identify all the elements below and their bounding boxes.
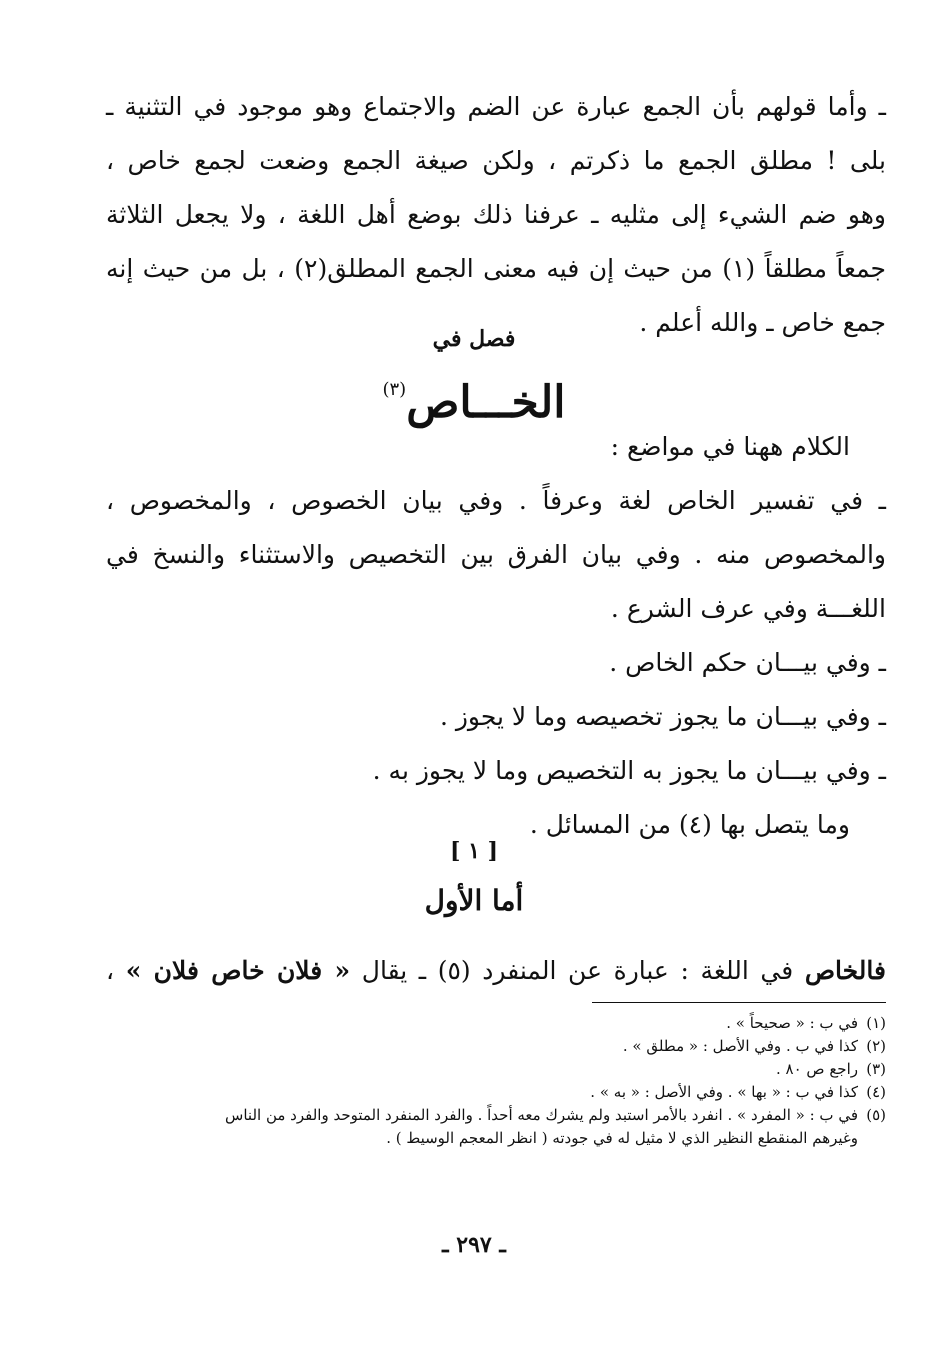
text-line: والمخصوص منه . وفي بيان الفرق بين التخصيص والاستثناء والنسخ في <box>106 540 886 569</box>
chapter-title-text: الخـــاص <box>406 377 566 428</box>
footnote <box>106 1081 886 1104</box>
text-line: بلى ! مطلق الجمع ما ذكرتم ، ولكن صيغة الجمع وضعت لجمع خاص ، <box>106 146 886 175</box>
text-line: ـ وأما قولهم بأن الجمع عبارة عن الضم والاجتماع وهو موجود في التثنية ـ <box>106 92 886 121</box>
section-number: [ ١ ] <box>450 838 498 864</box>
text-line: وهو ضم الشيء إلى مثليه ـ عرفنا ذلك بوضع أهل اللغة ، ولا يجعل الثلاثة <box>106 200 886 229</box>
footnote-divider <box>592 1002 886 1003</box>
footnote-text: في ب : « المفرد » . انفرد بالأمر استبد ولم يشرك معه أحداً . والفرد المنفرد المتوحد والفرد من الناس <box>225 1106 858 1124</box>
footnote-text: كذا في ب : « بها » . وفي الأصل : « به » . <box>590 1083 858 1101</box>
footnote-number: (٥) <box>866 1106 886 1124</box>
text-line: جمع خاص ـ والله أعلم . <box>639 308 886 337</box>
page-number: ـ ٢٩٧ ـ <box>442 1232 506 1258</box>
section-title: أما الأول <box>424 884 524 917</box>
footnote-number: (٢) <box>866 1037 886 1055</box>
chapter-footnote-ref: (٣) <box>382 379 407 400</box>
intro-paragraph <box>106 80 886 350</box>
definition-text: في اللغة : عبارة عن المنفرد (٥) ـ يقال <box>350 956 805 985</box>
footnotes <box>106 1012 886 1150</box>
footnote-text: كذا في ب . وفي الأصل : « مطلق » . <box>622 1037 858 1055</box>
body-paragraphs <box>106 420 886 852</box>
text-line: وما يتصل بها (٤) من المسائل . <box>529 810 850 839</box>
list-item: ـ وفي بيـــان ما يجوز تخصيصه وما لا يجوز . <box>439 702 886 731</box>
footnote-number: (١) <box>866 1014 886 1032</box>
footnote-number: (٣) <box>866 1060 886 1078</box>
text-line: ـ في تفسير الخاص لغة وعرفاً . وفي بيان الخصوص ، والمخصوص ، <box>106 486 886 515</box>
final-paragraph <box>106 944 886 998</box>
footnote-continuation <box>106 1127 886 1150</box>
footnote-text: وغيرهم المنقطع النظير الذي لا مثيل له في جودته ( انظر المعجم الوسيط ) . <box>386 1129 858 1147</box>
list-item: ـ وفي بيـــان ما يجوز به التخصيص وما لا يجوز به . <box>372 756 886 785</box>
footnote <box>106 1104 886 1127</box>
footnote-text: راجع ص ٨٠ . <box>775 1060 858 1078</box>
footnote-number: (٤) <box>866 1083 886 1101</box>
quote-bold: « فلان خاص فلان » <box>125 956 351 985</box>
footnote <box>106 1012 886 1035</box>
term-bold: فالخاص <box>804 956 886 985</box>
trailing-punct: ، <box>106 956 126 985</box>
text-line <box>106 944 886 998</box>
text-line: جمعاً مطلقاً (١) من حيث إن فيه معنى الجمع المطلق(٢) ، بل من حيث إنه <box>106 254 887 283</box>
list-item: ـ وفي بيـــان حكم الخاص . <box>609 648 886 677</box>
text-line: الكلام ههنا في مواضع : <box>610 432 850 461</box>
footnote <box>106 1058 886 1081</box>
footnote <box>106 1035 886 1058</box>
chapter-label: فصل في <box>432 326 516 352</box>
text-line: اللغـــة وفي عرف الشرع . <box>610 594 886 623</box>
footnote-text: في ب : « صحيحاً » . <box>726 1014 858 1032</box>
